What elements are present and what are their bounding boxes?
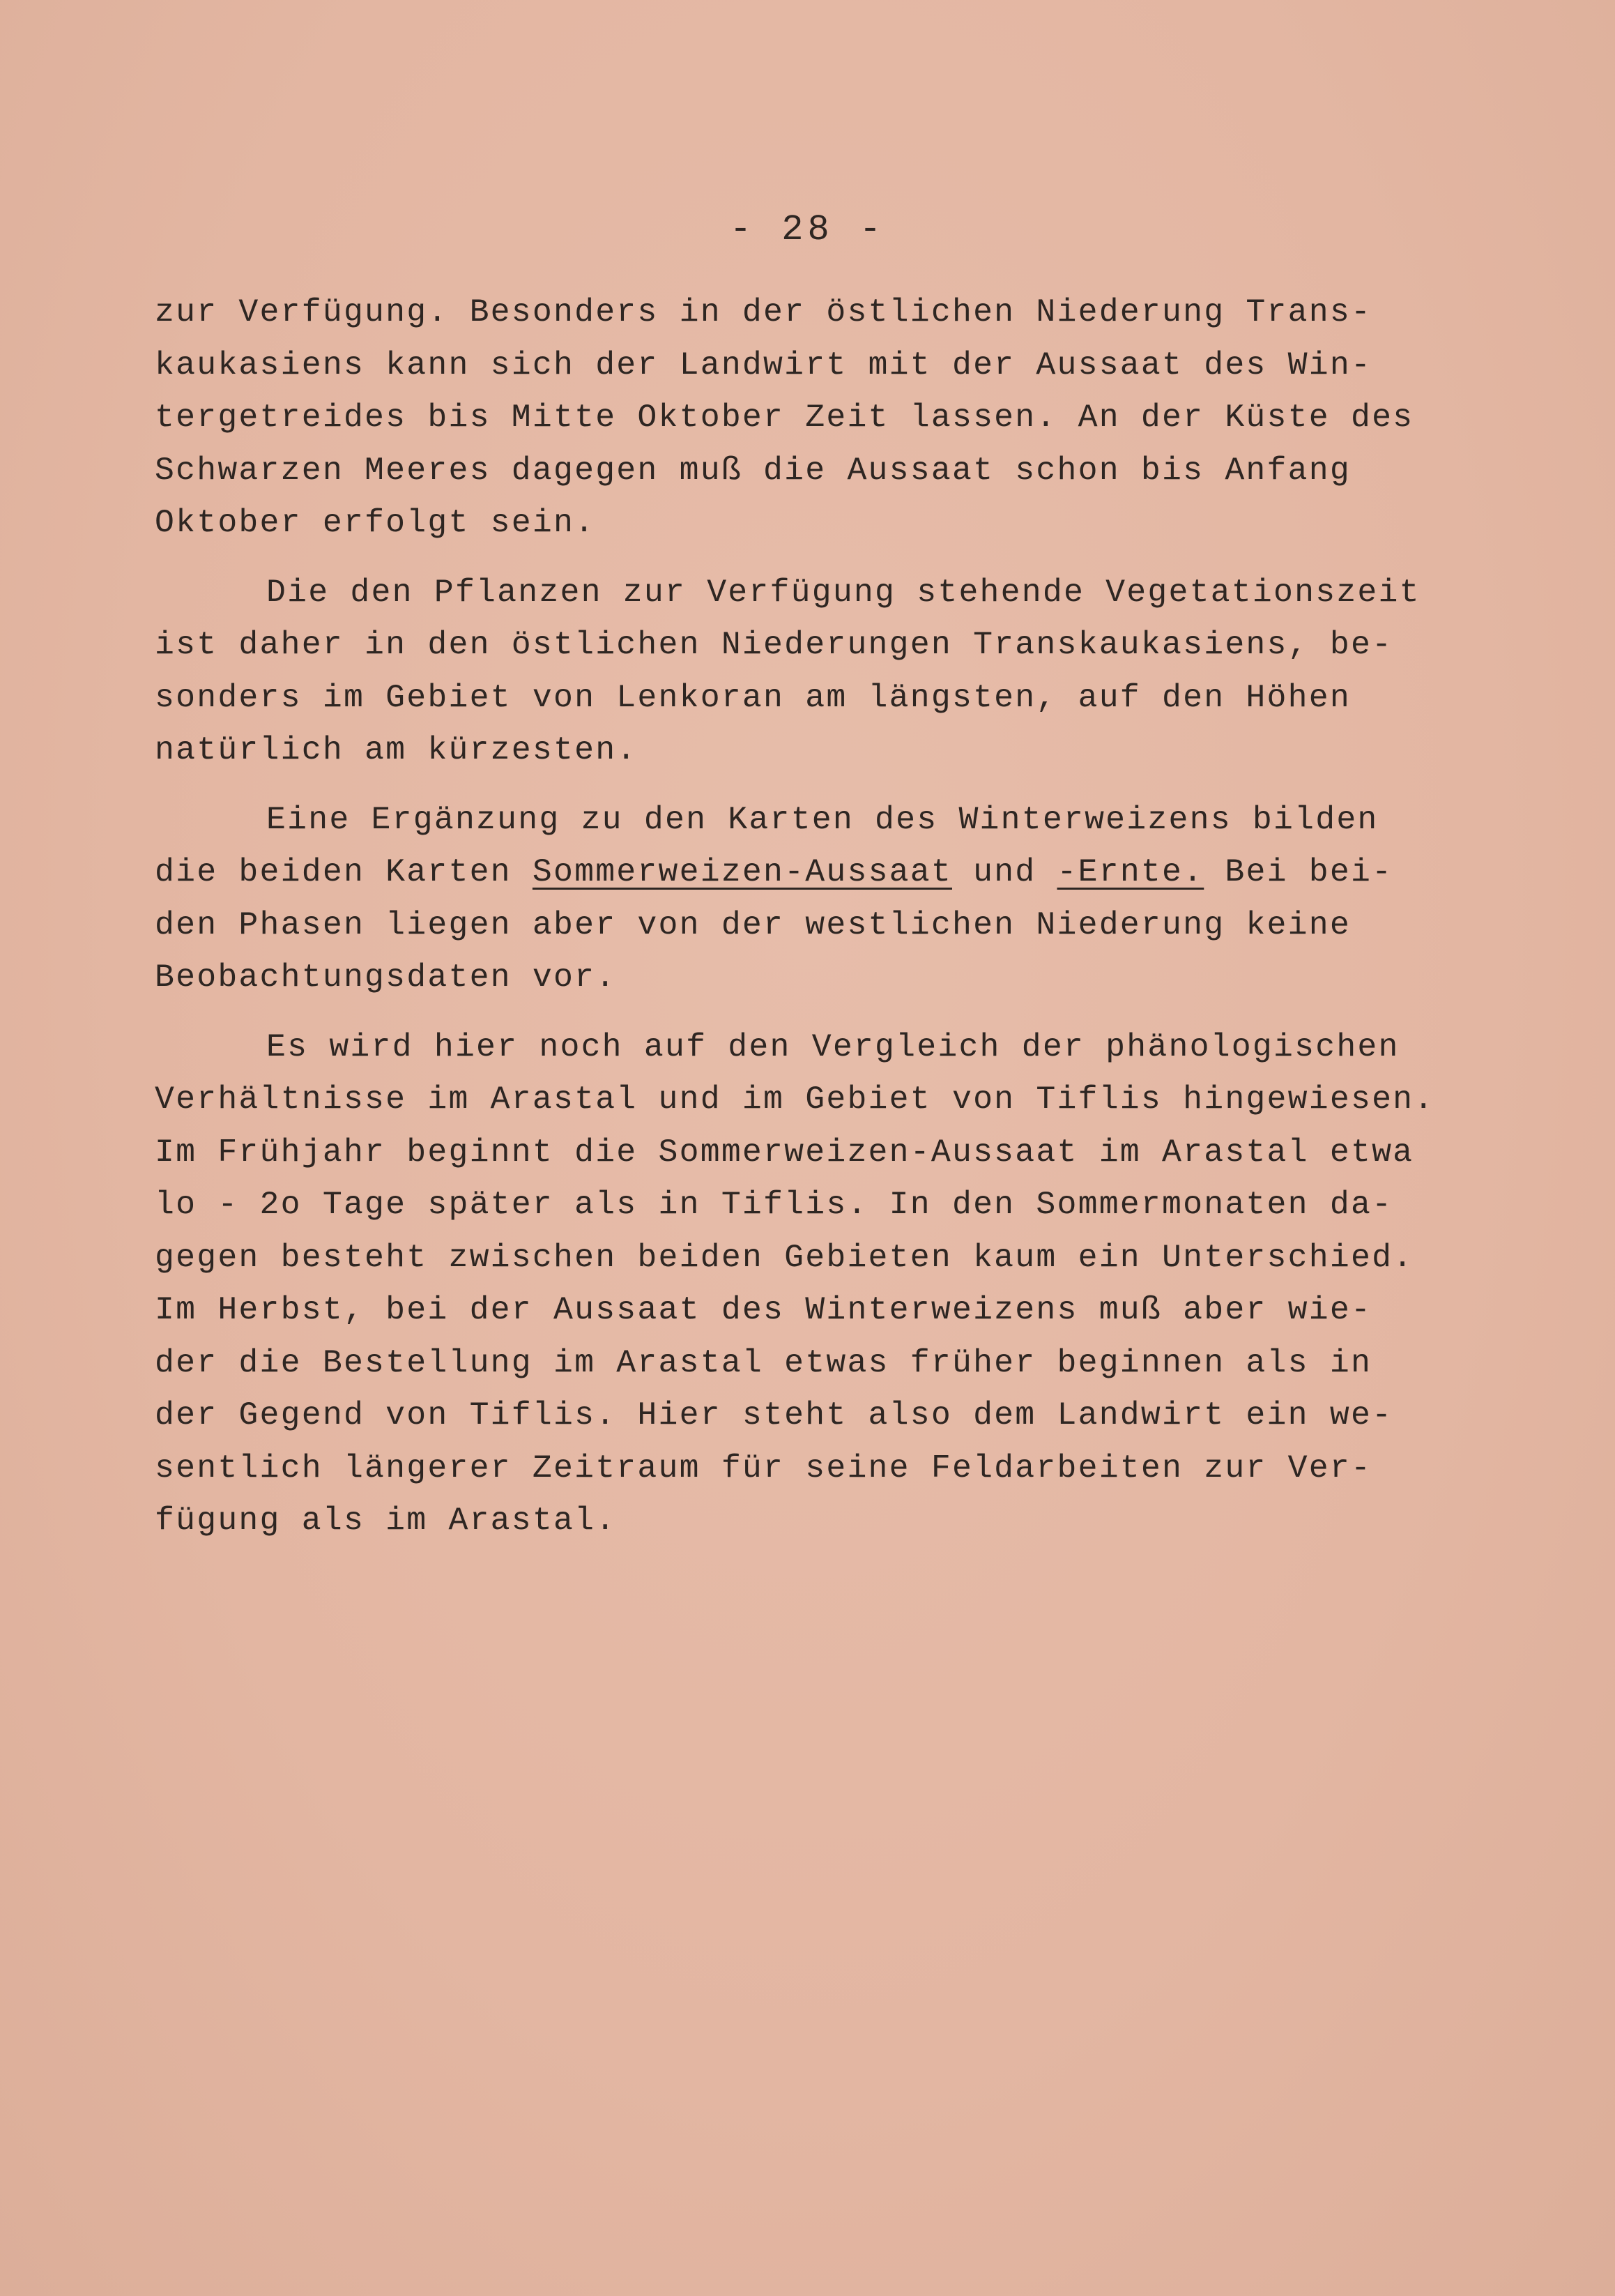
text-line	[155, 846, 1479, 899]
text-span: und	[951, 853, 1057, 890]
text-span: die beiden Karten	[155, 853, 533, 890]
text-line: Im Frühjahr beginnt die Sommerweizen-Aussaat im Arastal etwa	[155, 1133, 1414, 1171]
text-line: der die Bestellung im Arastal etwas früher beginnen als in	[155, 1344, 1372, 1381]
text-line: sonders im Gebiet von Lenkoran am längsten, auf den Höhen	[155, 678, 1351, 716]
text-line: zur Verfügung. Besonders in der östlichen Niederung Trans-	[155, 294, 1372, 330]
text-line: kaukasiens kann sich der Landwirt mit der Aussaat des Win-	[155, 346, 1372, 383]
text-span: Bei bei-	[1204, 853, 1393, 890]
text-line: fügung als im Arastal.	[155, 1502, 617, 1539]
text-line: Oktober erfolgt sein.	[155, 504, 596, 541]
underlined-term: Sommerweizen-Aussaat	[532, 853, 952, 890]
text-line: sentlich längerer Zeitraum für seine Feldarbeiten zur Ver-	[155, 1449, 1372, 1487]
text-line: natürlich am kürzesten.	[155, 731, 638, 768]
text-line: der Gegend von Tiflis. Hier steht also dem Landwirt ein we-	[155, 1397, 1393, 1434]
text-line: lo - 2o Tage später als in Tiflis. In den Sommermonaten da-	[155, 1186, 1393, 1223]
page-number: - 28 -	[729, 209, 886, 250]
document-body	[155, 286, 1479, 1547]
text-line: Die den Pflanzen zur Verfügung stehende Vegetationszeit	[266, 573, 1421, 611]
text-line: ist daher in den östlichen Niederungen Transkaukasiens, be-	[155, 626, 1393, 663]
paragraph-4	[155, 1021, 1479, 1547]
text-line: Eine Ergänzung zu den Karten des Winterweizens bilden	[266, 800, 1379, 838]
text-line: Im Herbst, bei der Aussaat des Winterweizens muß aber wie-	[155, 1291, 1372, 1328]
text-line: den Phasen liegen aber von der westlichen Niederung keine	[155, 906, 1351, 943]
text-line: Es wird hier noch auf den Vergleich der phänologischen	[266, 1028, 1400, 1065]
underlined-term: -Ernte.	[1057, 853, 1204, 890]
paragraph-2	[155, 566, 1479, 777]
text-line: Schwarzen Meeres dagegen muß die Aussaat schon bis Anfang	[155, 451, 1351, 489]
paragraph-3	[155, 793, 1479, 1004]
text-line: gegen besteht zwischen beiden Gebieten kaum ein Unterschied.	[155, 1238, 1414, 1276]
text-line: Verhältnisse im Arastal und im Gebiet von Tiflis hingewiesen.	[155, 1081, 1435, 1118]
text-line: tergetreides bis Mitte Oktober Zeit lassen. An der Küste des	[155, 399, 1414, 436]
text-line: Beobachtungsdaten vor.	[155, 959, 617, 996]
paragraph-1	[155, 286, 1479, 549]
